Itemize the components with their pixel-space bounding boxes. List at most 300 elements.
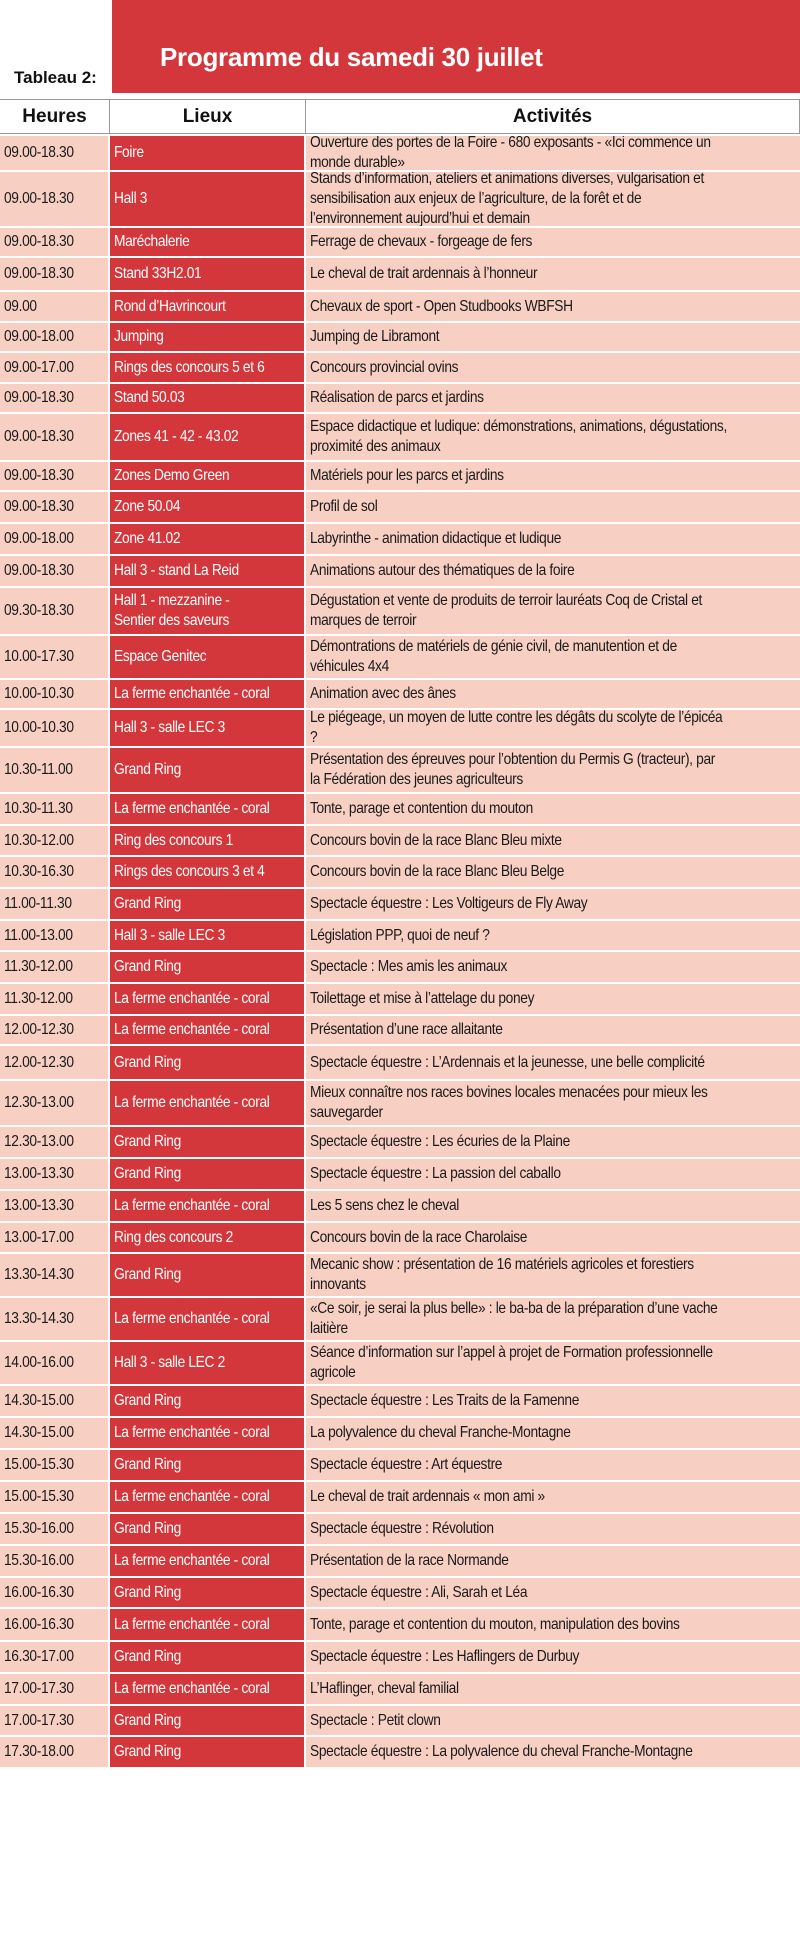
time-cell-text: 10.00-10.30 — [4, 719, 74, 736]
place-cell — [110, 136, 306, 170]
activity-cell — [306, 1254, 800, 1296]
activity-cell — [306, 748, 800, 792]
time-cell-text: 12.00-12.30 — [4, 1053, 74, 1071]
place-cell — [110, 921, 306, 950]
activity-cell — [306, 1706, 800, 1735]
activity-cell — [306, 1674, 800, 1704]
activity-cell — [306, 680, 800, 708]
table-row — [0, 1081, 800, 1127]
table-row — [0, 1223, 800, 1254]
place-cell-text: Grand Ring — [114, 761, 181, 778]
place-cell-text: Ring des concours 2 — [114, 1228, 233, 1246]
time-cell-text: 14.30-15.00 — [4, 1424, 74, 1441]
time-cell-text: 09.00-18.00 — [4, 328, 74, 345]
activity-cell — [306, 1482, 800, 1512]
table-row — [0, 1386, 800, 1418]
activity-cell — [306, 952, 800, 982]
time-cell — [0, 1298, 110, 1340]
place-cell-text: La ferme enchantée - coral — [114, 990, 270, 1007]
place-cell-text: La ferme enchantée - coral — [114, 1488, 270, 1505]
place-cell-text: Grand Ring — [114, 1456, 181, 1473]
activity-cell — [306, 462, 800, 490]
place-cell — [110, 292, 306, 321]
header-heures — [0, 100, 110, 133]
activity-cell-text: L’Haflinger, cheval familial — [310, 1680, 459, 1697]
activity-cell — [306, 258, 800, 290]
place-cell-text: Grand Ring — [114, 1648, 181, 1665]
header-lieux-label: Lieux — [182, 105, 233, 127]
time-cell — [0, 952, 110, 982]
time-cell — [0, 857, 110, 887]
time-cell — [0, 1016, 110, 1044]
place-cell — [110, 889, 306, 919]
place-cell-text: Hall 3 - salle LEC 2 — [114, 1354, 225, 1371]
time-cell — [0, 462, 110, 490]
table-row — [0, 524, 800, 556]
place-cell-text: Ring des concours 1 — [114, 831, 233, 849]
time-cell-text: 10.30-12.00 — [4, 831, 74, 849]
place-cell — [110, 1609, 306, 1640]
activity-cell — [306, 136, 800, 170]
time-cell — [0, 1191, 110, 1221]
place-cell — [110, 556, 306, 586]
activity-cell — [306, 556, 800, 586]
time-cell-text: 11.00-11.30 — [4, 895, 72, 912]
activity-cell — [306, 794, 800, 824]
place-cell-text: Grand Ring — [114, 1520, 181, 1537]
place-cell — [110, 1737, 306, 1767]
place-cell-text: Zones 41 - 42 - 43.02 — [114, 428, 239, 445]
table-label: Tableau 2: — [14, 68, 97, 87]
time-cell-text: 09.00-18.30 — [4, 190, 74, 207]
table-row — [0, 1418, 800, 1450]
time-cell — [0, 172, 110, 226]
activity-cell-text: Le cheval de trait ardennais à l’honneur — [310, 265, 538, 282]
time-cell — [0, 353, 110, 382]
time-cell — [0, 794, 110, 824]
activity-cell — [306, 353, 800, 382]
activity-cell-text: Spectacle équestre : Les Voltigeurs de Fly Away — [310, 895, 588, 912]
time-cell — [0, 710, 110, 746]
activity-cell-text: Dégustation et vente de produits de terroir lauréats Coq de Cristal et marques de terroir — [310, 592, 703, 629]
activity-cell-text: Stands d’information, ateliers et animations diverses, vulgarisation et sensibilisation aux enjeux de l’agriculture, de la forêt et de l’environnement aujourd’hui et demain — [310, 172, 704, 226]
activity-cell — [306, 1016, 800, 1044]
time-cell — [0, 1514, 110, 1544]
place-cell-text: La ferme enchantée - coral — [114, 1197, 270, 1214]
place-cell — [110, 794, 306, 824]
activity-cell — [306, 1514, 800, 1544]
time-cell — [0, 1450, 110, 1480]
place-cell-text: La ferme enchantée - coral — [114, 1310, 270, 1327]
place-cell — [110, 1706, 306, 1735]
activity-cell — [306, 323, 800, 351]
place-cell-text: Grand Ring — [114, 1392, 181, 1409]
activity-cell-text: Concours bovin de la race Charolaise — [310, 1228, 528, 1246]
table-row — [0, 258, 800, 292]
place-cell — [110, 1016, 306, 1044]
table-row — [0, 1450, 800, 1482]
time-cell — [0, 826, 110, 855]
table-row — [0, 588, 800, 636]
activity-cell — [306, 1191, 800, 1221]
time-cell — [0, 258, 110, 290]
time-cell — [0, 524, 110, 554]
activity-cell-text: Les 5 sens chez le cheval — [310, 1197, 459, 1214]
time-cell-text: 09.30-18.30 — [4, 602, 74, 619]
time-cell-text: 09.00-17.00 — [4, 358, 74, 376]
time-cell — [0, 1482, 110, 1512]
time-cell-text: 09.00-18.30 — [4, 233, 74, 250]
time-cell — [0, 492, 110, 522]
table-row — [0, 748, 800, 794]
place-cell — [110, 1159, 306, 1189]
place-cell-text: Hall 3 — [114, 190, 148, 207]
table-row — [0, 1191, 800, 1223]
activity-cell-text: Tonte, parage et contention du mouton, manipulation des bovins — [310, 1615, 680, 1633]
time-cell-text: 09.00-18.30 — [4, 389, 74, 406]
time-cell-text: 10.30-11.30 — [4, 800, 73, 817]
time-cell — [0, 1342, 110, 1384]
place-cell-text: Maréchalerie — [114, 233, 190, 250]
activity-cell — [306, 889, 800, 919]
table-row — [0, 1342, 800, 1386]
place-cell — [110, 323, 306, 351]
time-cell — [0, 292, 110, 321]
time-cell-text: 15.00-15.30 — [4, 1488, 74, 1505]
place-cell-text: Grand Ring — [114, 1743, 181, 1760]
activity-cell-text: Spectacle équestre : Les écuries de la Plaine — [310, 1133, 570, 1150]
activity-cell — [306, 1342, 800, 1384]
time-cell-text: 09.00-18.30 — [4, 498, 74, 515]
time-cell — [0, 1674, 110, 1704]
header-activites — [306, 100, 800, 133]
time-cell-text: 15.30-16.00 — [4, 1552, 74, 1569]
place-cell — [110, 1127, 306, 1157]
time-cell — [0, 1081, 110, 1125]
place-cell-text: Jumping — [114, 328, 164, 345]
time-cell — [0, 636, 110, 678]
time-cell-text: 17.00-17.30 — [4, 1711, 74, 1729]
table-row — [0, 1046, 800, 1081]
place-cell — [110, 492, 306, 522]
table-row — [0, 384, 800, 414]
page-title: Programme du samedi 30 juillet — [160, 42, 543, 72]
time-cell-text: 11.00-13.00 — [4, 926, 73, 944]
table-row — [0, 172, 800, 228]
place-cell-text: Zones Demo Green — [114, 467, 230, 484]
time-cell — [0, 323, 110, 351]
activity-cell — [306, 1737, 800, 1767]
header-lieux — [110, 100, 306, 133]
place-cell-text: La ferme enchantée - coral — [114, 1094, 270, 1111]
activity-cell-text: Animations autour des thématiques de la foire — [310, 562, 575, 579]
table-row — [0, 1254, 800, 1298]
time-cell — [0, 984, 110, 1014]
place-cell-text: Grand Ring — [114, 1583, 181, 1601]
table-row — [0, 826, 800, 857]
activity-cell — [306, 492, 800, 522]
time-cell — [0, 1159, 110, 1189]
place-cell — [110, 258, 306, 290]
activity-cell — [306, 1298, 800, 1340]
time-cell-text: 10.00-17.30 — [4, 648, 74, 665]
place-cell — [110, 228, 306, 256]
place-cell-text: Rings des concours 3 et 4 — [114, 863, 265, 880]
activity-cell — [306, 1450, 800, 1480]
place-cell-text: Grand Ring — [114, 1165, 181, 1182]
place-cell — [110, 1642, 306, 1672]
time-cell-text: 13.00-13.30 — [4, 1197, 74, 1214]
time-cell-text: 09.00-18.30 — [4, 467, 74, 484]
activity-cell-text: Législation PPP, quoi de neuf ? — [310, 926, 490, 944]
activity-cell — [306, 524, 800, 554]
table-row — [0, 952, 800, 984]
activity-cell — [306, 1223, 800, 1252]
place-cell — [110, 524, 306, 554]
time-cell-text: 16.00-16.30 — [4, 1615, 74, 1633]
time-cell-text: 13.30-14.30 — [4, 1266, 74, 1283]
activity-cell — [306, 384, 800, 412]
table-row — [0, 1609, 800, 1642]
place-cell-text: La ferme enchantée - coral — [114, 685, 270, 702]
table-header-row — [0, 99, 800, 134]
activity-cell — [306, 984, 800, 1014]
place-cell — [110, 1546, 306, 1576]
activity-cell-text: Spectacle équestre : L’Ardennais et la jeunesse, une belle complicité — [310, 1053, 705, 1071]
place-cell-text: Hall 1 - mezzanine - Sentier des saveurs — [114, 592, 230, 629]
time-cell — [0, 1546, 110, 1576]
activity-cell — [306, 1159, 800, 1189]
place-cell — [110, 984, 306, 1014]
place-cell-text: Foire — [114, 144, 144, 161]
activity-cell-text: Chevaux de sport - Open Studbooks WBFSH — [310, 297, 573, 315]
table-row — [0, 794, 800, 826]
activity-cell — [306, 921, 800, 950]
time-cell — [0, 556, 110, 586]
time-cell-text: 10.30-16.30 — [4, 863, 74, 880]
place-cell — [110, 588, 306, 634]
time-cell-text: 10.00-10.30 — [4, 685, 74, 702]
time-cell — [0, 1706, 110, 1735]
place-cell — [110, 748, 306, 792]
table-row — [0, 857, 800, 889]
activity-cell-text: Spectacle équestre : La passion del caballo — [310, 1165, 561, 1182]
activity-cell-text: Espace didactique et ludique: démonstrations, animations, dégustations, proximité des animaux — [310, 418, 727, 455]
place-cell — [110, 952, 306, 982]
time-cell-text: 09.00-18.30 — [4, 562, 74, 579]
place-cell — [110, 1081, 306, 1125]
activity-cell — [306, 292, 800, 321]
place-cell — [110, 384, 306, 412]
activity-cell-text: La polyvalence du cheval Franche-Montagne — [310, 1424, 571, 1441]
activity-cell — [306, 228, 800, 256]
activity-cell-text: Toilettage et mise à l’attelage du poney — [310, 990, 535, 1007]
activity-cell-text: Labyrinthe - animation didactique et ludique — [310, 530, 562, 547]
activity-cell-text: Mieux connaître nos races bovines locales menacées pour mieux les sauvegarder — [310, 1084, 708, 1121]
table-row — [0, 1546, 800, 1578]
activity-cell-text: Spectacle équestre : Art équestre — [310, 1456, 503, 1473]
activity-cell-text: Démontrations de matériels de génie civil, de manutention et de véhicules 4x4 — [310, 638, 677, 675]
activity-cell-text: Le cheval de trait ardennais « mon ami » — [310, 1488, 545, 1505]
activity-cell — [306, 826, 800, 855]
activity-cell-text: Spectacle équestre : Les Traits de la Famenne — [310, 1392, 580, 1409]
place-cell-text: Espace Genitec — [114, 648, 207, 665]
time-cell — [0, 889, 110, 919]
time-cell — [0, 1254, 110, 1296]
table-row — [0, 1514, 800, 1546]
place-cell-text: Stand 33H2.01 — [114, 265, 202, 282]
table-row — [0, 1578, 800, 1609]
place-cell — [110, 1386, 306, 1416]
activity-cell — [306, 414, 800, 460]
place-cell-text: Grand Ring — [114, 1266, 181, 1283]
activity-cell — [306, 1578, 800, 1607]
time-cell-text: 11.30-12.00 — [4, 958, 73, 975]
time-cell-text: 12.00-12.30 — [4, 1021, 74, 1038]
activity-cell — [306, 1081, 800, 1125]
time-cell — [0, 1127, 110, 1157]
table-row — [0, 1482, 800, 1514]
table-row — [0, 710, 800, 748]
activity-cell-text: Tonte, parage et contention du mouton — [310, 800, 533, 817]
place-cell — [110, 1223, 306, 1252]
table-row — [0, 921, 800, 952]
place-cell — [110, 680, 306, 708]
activity-cell-text: Présentation de la race Normande — [310, 1552, 509, 1569]
activity-cell-text: Ouverture des portes de la Foire - 680 exposants - «Ici commence un monde durable» — [310, 136, 711, 170]
place-cell — [110, 1578, 306, 1607]
place-cell — [110, 826, 306, 855]
place-cell — [110, 1046, 306, 1079]
activity-cell-text: Présentation d’une race allaitante — [310, 1021, 503, 1038]
activity-cell-text: Concours bovin de la race Blanc Bleu Belge — [310, 863, 565, 880]
activity-cell-text: Ferrage de chevaux - forgeage de fers — [310, 233, 533, 250]
place-cell-text: La ferme enchantée - coral — [114, 800, 270, 817]
time-cell-text: 16.30-17.00 — [4, 1648, 74, 1665]
time-cell-text: 09.00-18.00 — [4, 530, 74, 547]
time-cell-text: 09.00-18.30 — [4, 144, 74, 161]
time-cell — [0, 414, 110, 460]
place-cell — [110, 1482, 306, 1512]
table-row — [0, 1737, 800, 1769]
time-cell — [0, 1386, 110, 1416]
table-row — [0, 1159, 800, 1191]
time-cell — [0, 1578, 110, 1607]
table-row — [0, 492, 800, 524]
activity-cell-text: Animation avec des ânes — [310, 685, 456, 702]
table-row — [0, 353, 800, 384]
activity-cell-text: Concours bovin de la race Blanc Bleu mixte — [310, 831, 562, 849]
time-cell-text: 15.30-16.00 — [4, 1520, 74, 1537]
table-row — [0, 136, 800, 172]
time-cell-text: 12.30-13.00 — [4, 1094, 74, 1111]
time-cell-text: 15.00-15.30 — [4, 1456, 74, 1473]
place-cell-text: Zone 41.02 — [114, 530, 181, 547]
place-cell-text: Hall 3 - salle LEC 3 — [114, 719, 225, 736]
place-cell-text: Hall 3 - salle LEC 3 — [114, 926, 225, 944]
time-cell — [0, 136, 110, 170]
time-cell-text: 16.00-16.30 — [4, 1583, 74, 1601]
activity-cell — [306, 1546, 800, 1576]
place-cell — [110, 1298, 306, 1340]
activity-cell-text: Spectacle : Petit clown — [310, 1711, 441, 1729]
place-cell — [110, 636, 306, 678]
activity-cell — [306, 588, 800, 634]
time-cell — [0, 588, 110, 634]
place-cell — [110, 1514, 306, 1544]
time-cell-text: 17.00-17.30 — [4, 1680, 74, 1697]
place-cell — [110, 353, 306, 382]
table-row — [0, 680, 800, 710]
table-row — [0, 556, 800, 588]
activity-cell-text: Spectacle équestre : Révolution — [310, 1520, 494, 1537]
place-cell — [110, 414, 306, 460]
activity-cell-text: Spectacle équestre : Ali, Sarah et Léa — [310, 1583, 528, 1601]
place-cell — [110, 1674, 306, 1704]
activity-cell-text: Jumping de Libramont — [310, 328, 440, 345]
table-row — [0, 462, 800, 492]
activity-cell — [306, 857, 800, 887]
place-cell — [110, 857, 306, 887]
activity-cell-text: Spectacle : Mes amis les animaux — [310, 958, 508, 975]
place-cell-text: La ferme enchantée - coral — [114, 1680, 270, 1697]
place-cell-text: Zone 50.04 — [114, 498, 181, 515]
time-cell — [0, 384, 110, 412]
activity-cell — [306, 636, 800, 678]
table-row — [0, 1642, 800, 1674]
time-cell — [0, 228, 110, 256]
activity-cell — [306, 1609, 800, 1640]
activity-cell — [306, 172, 800, 226]
place-cell-text: Grand Ring — [114, 958, 181, 975]
place-cell-text: La ferme enchantée - coral — [114, 1615, 270, 1633]
activity-cell — [306, 1642, 800, 1672]
place-cell-text: Grand Ring — [114, 1053, 181, 1071]
place-cell-text: Stand 50.03 — [114, 389, 185, 406]
place-cell-text: La ferme enchantée - coral — [114, 1424, 270, 1441]
table-row — [0, 1706, 800, 1737]
place-cell — [110, 710, 306, 746]
activity-cell — [306, 710, 800, 746]
header-heures-label: Heures — [22, 105, 87, 127]
activity-cell-text: Mecanic show : présentation de 16 matériels agricoles et forestiers innovants — [310, 1256, 694, 1293]
table-row — [0, 228, 800, 258]
place-cell-text: Hall 3 - stand La Reid — [114, 562, 239, 579]
table-row — [0, 1127, 800, 1159]
time-cell — [0, 921, 110, 950]
place-cell-text: Grand Ring — [114, 895, 181, 912]
time-cell-text: 14.00-16.00 — [4, 1354, 74, 1371]
time-cell-text: 13.30-14.30 — [4, 1310, 74, 1327]
time-cell-text: 09.00-18.30 — [4, 428, 74, 445]
table-row — [0, 1674, 800, 1706]
place-cell-text: La ferme enchantée - coral — [114, 1021, 270, 1038]
header-activites-label: Activités — [512, 105, 593, 127]
activity-cell-text: Séance d’information sur l’appel à projet de Formation professionnelle agricole — [310, 1344, 713, 1381]
activity-cell-text: Le piégeage, un moyen de lutte contre les dégâts du scolyte de l’épicéa ? — [310, 710, 723, 746]
activity-cell-text: Spectacle équestre : Les Haflingers de Durbuy — [310, 1648, 580, 1665]
time-cell-text: 17.30-18.00 — [4, 1743, 74, 1760]
table-row — [0, 636, 800, 680]
time-cell-text: 10.30-11.00 — [4, 761, 73, 778]
time-cell-text: 09.00 — [4, 297, 37, 315]
table-label-tab — [0, 0, 112, 93]
time-cell — [0, 1418, 110, 1448]
place-cell — [110, 1450, 306, 1480]
activity-cell — [306, 1386, 800, 1416]
time-cell — [0, 1223, 110, 1252]
time-cell-text: 14.30-15.00 — [4, 1392, 74, 1409]
